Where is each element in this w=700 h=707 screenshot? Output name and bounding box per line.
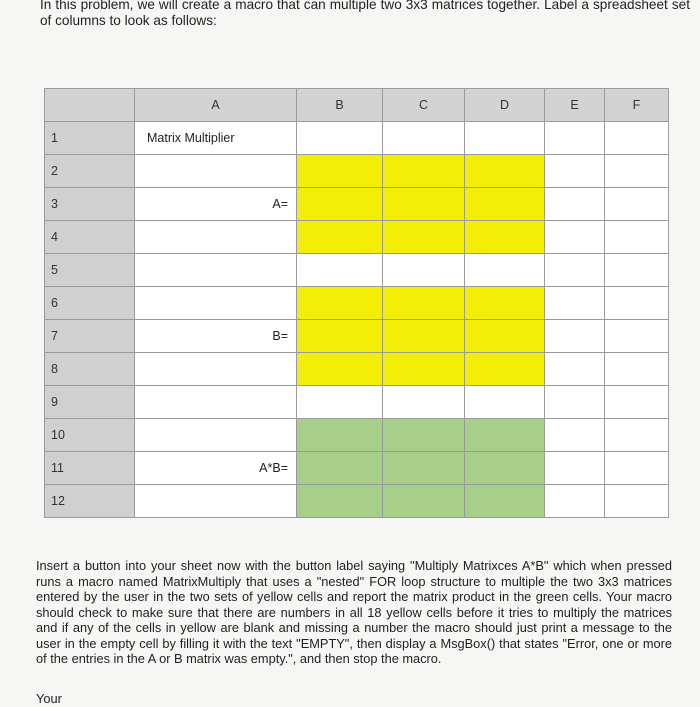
- cell: [605, 419, 669, 452]
- row-10: [45, 419, 669, 452]
- row-number: 7: [45, 320, 135, 353]
- row-2: [45, 155, 669, 188]
- matrix-a-label: A=: [135, 188, 297, 221]
- cell: [135, 287, 297, 320]
- row-1: [45, 122, 669, 155]
- row-8: [45, 353, 669, 386]
- cell: [605, 485, 669, 518]
- row-3: [45, 188, 669, 221]
- matrix-multiplier-title: Matrix Multiplier: [135, 122, 297, 155]
- cell: [545, 485, 605, 518]
- cell: [545, 188, 605, 221]
- cell: [135, 485, 297, 518]
- cell: [135, 155, 297, 188]
- column-header-a: A: [135, 89, 297, 122]
- matrix-b-cell: [383, 287, 465, 320]
- matrix-a-cell: [383, 155, 465, 188]
- row-number: 10: [45, 419, 135, 452]
- row-5: [45, 254, 669, 287]
- cell: [545, 419, 605, 452]
- product-cell: [297, 485, 383, 518]
- matrix-b-cell: [383, 320, 465, 353]
- cell: [545, 320, 605, 353]
- matrix-b-cell: [383, 353, 465, 386]
- cell: [135, 419, 297, 452]
- cell: [545, 287, 605, 320]
- cell: [545, 155, 605, 188]
- row-number: 5: [45, 254, 135, 287]
- cell: [383, 386, 465, 419]
- row-7: [45, 320, 669, 353]
- matrix-a-cell: [465, 221, 545, 254]
- row-number: 3: [45, 188, 135, 221]
- cell: [605, 155, 669, 188]
- matrix-a-cell: [297, 155, 383, 188]
- cell: [605, 320, 669, 353]
- matrix-a-cell: [383, 221, 465, 254]
- row-number: 2: [45, 155, 135, 188]
- cell: [545, 221, 605, 254]
- instructions-paragraph: Insert a button into your sheet now with the button label saying "Multiply Matrixces A*B" which when pressed runs a macro named MatrixMultiply that uses a "nested" FOR loop structure to multiple the two 3x3 matrices entered by the user in the two sets of yellow cells and report the matrix product in the green cells. Your macro should check to make sure that there are numbers in all 18 yellow cells before it tries to multiply the matrices and if any of the cells in yellow are blank and missing a number the macro should just print a message to the user in the empty cell by filling it with the text "EMPTY", then display a MsgBox() that states "Error, one or more of the entries in the A or B matrix was empty.", and then stop the macro.: [36, 558, 672, 666]
- column-header-d: D: [465, 89, 545, 122]
- corner-cell: [45, 89, 135, 122]
- cell: [605, 254, 669, 287]
- column-header-f: F: [605, 89, 669, 122]
- matrix-b-cell: [297, 320, 383, 353]
- row-6: [45, 287, 669, 320]
- row-4: [45, 221, 669, 254]
- row-number: 6: [45, 287, 135, 320]
- row-number: 12: [45, 485, 135, 518]
- matrix-a-cell: [297, 221, 383, 254]
- product-cell: [465, 485, 545, 518]
- product-cell: [383, 485, 465, 518]
- problem-intro: In this problem, we will create a macro that can multiple two 3x3 matrices together. Label a spreadsheet set of columns to look as follows:: [40, 0, 690, 28]
- cell: [605, 221, 669, 254]
- cell: [297, 386, 383, 419]
- row-number: 9: [45, 386, 135, 419]
- matrix-b-cell: [465, 320, 545, 353]
- cell: [605, 386, 669, 419]
- row-12: [45, 485, 669, 518]
- cell: [605, 188, 669, 221]
- cell: [135, 254, 297, 287]
- product-cell: [383, 452, 465, 485]
- matrix-b-label: B=: [135, 320, 297, 353]
- column-header-c: C: [383, 89, 465, 122]
- matrix-b-cell: [297, 353, 383, 386]
- matrix-b-cell: [465, 353, 545, 386]
- cutoff-text: Your: [36, 691, 62, 706]
- cell: [465, 386, 545, 419]
- product-cell: [297, 452, 383, 485]
- cell: [605, 122, 669, 155]
- cell: [465, 122, 545, 155]
- cell: [135, 386, 297, 419]
- matrix-b-cell: [465, 287, 545, 320]
- row-number: 4: [45, 221, 135, 254]
- cell: [605, 353, 669, 386]
- product-cell: [383, 419, 465, 452]
- cell: [545, 353, 605, 386]
- product-label: A*B=: [135, 452, 297, 485]
- product-cell: [465, 419, 545, 452]
- column-header-row: [45, 89, 669, 122]
- column-header-b: B: [297, 89, 383, 122]
- product-cell: [297, 419, 383, 452]
- matrix-a-cell: [383, 188, 465, 221]
- cell: [135, 353, 297, 386]
- cell: [545, 122, 605, 155]
- cell: [383, 254, 465, 287]
- cell: [383, 122, 465, 155]
- cell: [605, 452, 669, 485]
- row-number: 11: [45, 452, 135, 485]
- cell: [135, 221, 297, 254]
- matrix-a-cell: [465, 155, 545, 188]
- cell: [465, 254, 545, 287]
- cell: [545, 452, 605, 485]
- cell: [605, 287, 669, 320]
- matrix-b-cell: [297, 287, 383, 320]
- cell: [545, 254, 605, 287]
- cell: [545, 386, 605, 419]
- row-number: 8: [45, 353, 135, 386]
- matrix-a-cell: [297, 188, 383, 221]
- row-9: [45, 386, 669, 419]
- matrix-a-cell: [465, 188, 545, 221]
- product-cell: [465, 452, 545, 485]
- spreadsheet: [44, 88, 669, 518]
- row-number: 1: [45, 122, 135, 155]
- row-11: [45, 452, 669, 485]
- cell: [297, 122, 383, 155]
- cell: [297, 254, 383, 287]
- column-header-e: E: [545, 89, 605, 122]
